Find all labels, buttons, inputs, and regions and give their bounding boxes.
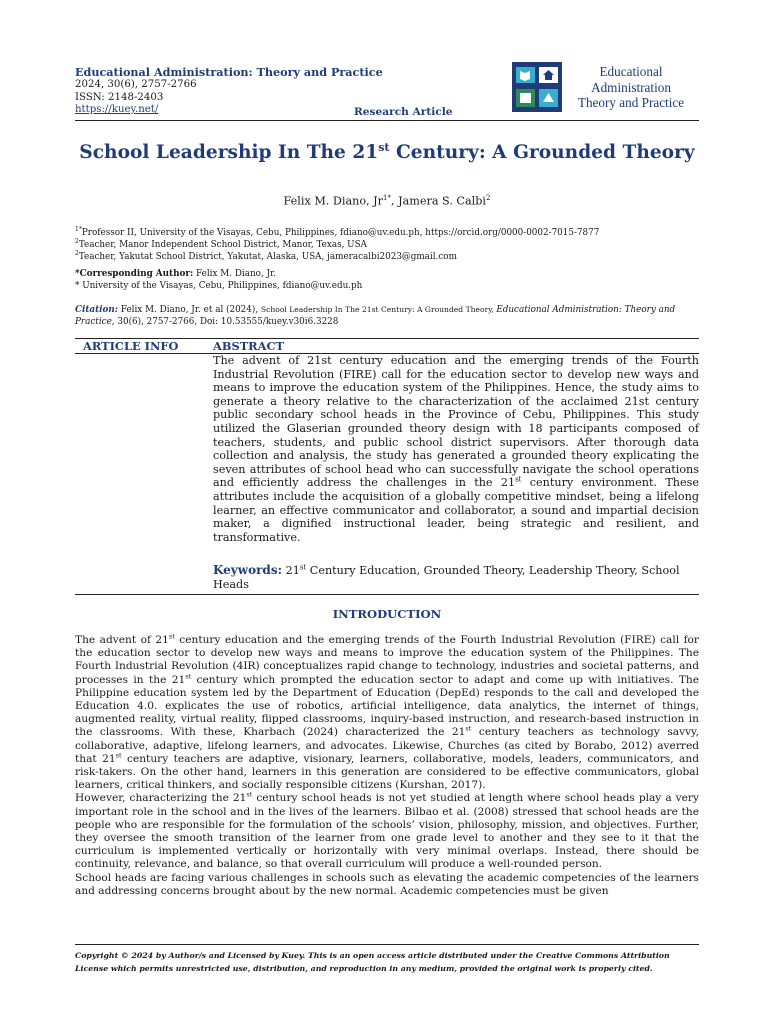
journal-logo bbox=[512, 62, 698, 114]
p2-segment-a: However, characterizing the 21 bbox=[75, 792, 247, 805]
keywords-pre: 21 bbox=[282, 564, 300, 577]
citation-title: School Leadership In The 21st Century: A Grounded Theory, bbox=[260, 305, 497, 314]
abstract-bottom-rule bbox=[75, 594, 699, 595]
author-2-sup: 2 bbox=[485, 194, 491, 202]
citation-label: Citation: bbox=[75, 305, 119, 315]
author-list bbox=[75, 194, 699, 208]
article-info-heading: ARTICLE INFO bbox=[83, 339, 179, 353]
corresponding-affiliation: * University of the Visayas, Cebu, Philippines, fdiano@uv.edu.ph bbox=[75, 280, 363, 291]
citation bbox=[75, 304, 699, 329]
citation-journal: Educational Administration: Theory and Practice bbox=[75, 305, 676, 327]
p1-segment-b: century education and the emerging trends of the Fourth Industrial Revolution (FIRE) call for the education sector to develop new ways and means to improve the education system of the Philippines. The Fourth Industrial Revolution (4IR) conceptualizes rapid change to technology, industries and societal patterns, and processes in the 21 bbox=[75, 634, 699, 686]
journal-logo-icon bbox=[512, 62, 562, 112]
keywords-superscript: st bbox=[299, 563, 307, 572]
affiliation-2-sup: 2 bbox=[75, 238, 79, 245]
p1-sup-1: st bbox=[168, 632, 175, 641]
p1-sup-2: st bbox=[185, 672, 192, 681]
abstract-text-a: The advent of 21st century education and the emerging trends of the Fourth Industrial Revolution (FIRE) call for the education sector to develop new ways and means to improve the education system of the Philippines. Hence, the study aims to generate a theory relative to the characterization of the acclaimed 21st century public secondary school heads in the Province of Cebu, Philippines. This study utilized the Glaserian grounded theory design with 18 participants composed of teachers, students, and public school district supervisors. After thorough data collection and analysis, the study has generated a grounded theory explicating the seven attributes of school head who can successfully navigate the school operations and efficiently address the challenges in the 21 bbox=[213, 354, 699, 490]
logo-line-3: Theory and Practice bbox=[577, 95, 685, 111]
abstract-heading: ABSTRACT bbox=[213, 339, 285, 353]
affiliation-3 bbox=[75, 248, 699, 263]
p1-segment-c: century which prompted the education sector to adapt and come up with initiatives. The Philippine education system led by the Department of Education (DepEd) responds to the call and developed the Education 4.0. explicates the use of robotics, artificial intelligence, data analytics, the internet of things, augmented reality, virtual reality, flipped classrooms, inquiry-based instruction, and research-based instruction in the classrooms. With these, Kharbach (2024) characterized the 21 bbox=[75, 673, 699, 739]
intro-paragraph-1 bbox=[75, 634, 699, 792]
journal-url-link[interactable]: https://kuey.net/ bbox=[75, 104, 159, 116]
author-1: Felix M. Diano, Jr bbox=[283, 194, 383, 208]
logo-line-2: Administration bbox=[591, 79, 671, 95]
affiliation-1-sup: 1* bbox=[75, 226, 82, 233]
copyright-footer: Copyright © 2024 by Author/s and Licensed by Kuey. This is an open access article distributed under the Creative Commons Attribution License which permits unrestricted use, distribution, and reproduction in any medium, provided the original work is properly cited. bbox=[75, 951, 670, 973]
volume-pages: 2024, 30(6), 2757-2766 bbox=[75, 78, 197, 90]
logo-line-1: Educational bbox=[599, 64, 663, 79]
author-1-sup: 1* bbox=[383, 194, 391, 202]
corresponding-name: Felix M. Diano, Jr. bbox=[193, 269, 277, 279]
citation-details: , 30(6), 2757-2766, Doi: 10.53555/kuey.v30i6.3228 bbox=[111, 316, 339, 327]
title-part-2: Century: A Grounded Theory bbox=[389, 142, 695, 164]
affiliation-3-sup: 2 bbox=[75, 250, 79, 257]
intro-paragraph-3: School heads are facing various challenges in schools such as elevating the academic competencies of the learners and addressing concerns brought about by the new normal. Academic competencies must be given bbox=[75, 871, 699, 897]
abstract-superscript: st bbox=[515, 475, 522, 484]
title-part-1: School Leadership In The 21 bbox=[79, 142, 379, 164]
intro-paragraph-2 bbox=[75, 792, 699, 871]
abstract-text bbox=[213, 354, 699, 544]
keywords-post: Century Education, Grounded Theory, Leadership Theory, School Heads bbox=[213, 564, 680, 591]
journal-name: Educational Administration: Theory and Practice bbox=[75, 65, 383, 79]
affiliation-2-text: Teacher, Manor Independent School District, Manor, Texas, USA bbox=[78, 239, 367, 250]
affiliation-1-text: Professor II, University of the Visayas, Cebu, Philippines, fdiano@uv.edu.ph, https://orcid.org/0000-0002-7015-7877 bbox=[81, 227, 600, 238]
introduction-body bbox=[75, 634, 699, 898]
header-divider bbox=[75, 120, 699, 121]
p1-sup-3: st bbox=[465, 724, 472, 733]
issn: ISSN: 2148-2403 bbox=[75, 91, 164, 103]
p1-segment-a: The advent of 21 bbox=[75, 634, 169, 646]
paper-title bbox=[75, 137, 699, 164]
author-separator: , bbox=[390, 194, 399, 208]
author-2: Jamera S. Calbi bbox=[398, 194, 486, 208]
p1-sup-4: st bbox=[115, 751, 122, 760]
corresponding-label: *Corresponding Author: bbox=[75, 269, 194, 279]
logo-text bbox=[564, 64, 698, 111]
p1-segment-e: century teachers are adaptive, visionary, learners, collaborative, models, leaders, communicators, and risk-takers. On the other hand, learners in this generation are considered to be effective communicators, global learners, critical thinkers, and socially responsible citizens (Kurshan, 2017). bbox=[75, 752, 699, 792]
p1-segment-d: century teachers as technology savvy, collaborative, adaptive, lifelong learners, and advocates. Likewise, Churches (as cited by Borabo, 2012) averred that 21 bbox=[75, 726, 699, 765]
affiliation-3-text: Teacher, Yakutat School District, Yakutat, Alaska, USA, jameracalbi2023@gmail.com bbox=[78, 251, 457, 262]
citation-authors: Felix M. Diano, Jr. et al (2024), bbox=[118, 305, 261, 315]
p2-sup: st bbox=[246, 790, 253, 799]
footer-rule bbox=[75, 944, 699, 945]
introduction-heading: INTRODUCTION bbox=[332, 607, 442, 621]
keywords bbox=[213, 564, 699, 591]
corresponding-author bbox=[75, 269, 699, 292]
title-superscript: st bbox=[378, 141, 390, 154]
keywords-label: Keywords: bbox=[213, 563, 283, 577]
journal-header bbox=[75, 66, 383, 117]
p2-segment-b: century school heads is not yet studied at length where school heads play a very important role in the school and in the lives of the learners. Bilbao et al. (2008) stressed that school heads are the people who are responsible for the formulation of the schools’ vision, philosophy, mission, and objectives. Further, they oversee the smooth transition of the learner from one grade level to another and they see to it that the curriculum is implemented vertically or horizontally with very minimal overlaps. Instead, there should be continuity, relevance, and balance, so that overall curriculum will produce a well-rounded person. bbox=[75, 792, 699, 871]
abstract-text-b: century environment. These attributes include the acquisition of a globally competitive mindset, being a lifelong learner, an effective communicator and collaborator, a sound and impartial decision maker, a dignified instructional leader, being strategic and resilient, and transformative. bbox=[213, 476, 699, 544]
article-type: Research Article bbox=[354, 106, 453, 118]
